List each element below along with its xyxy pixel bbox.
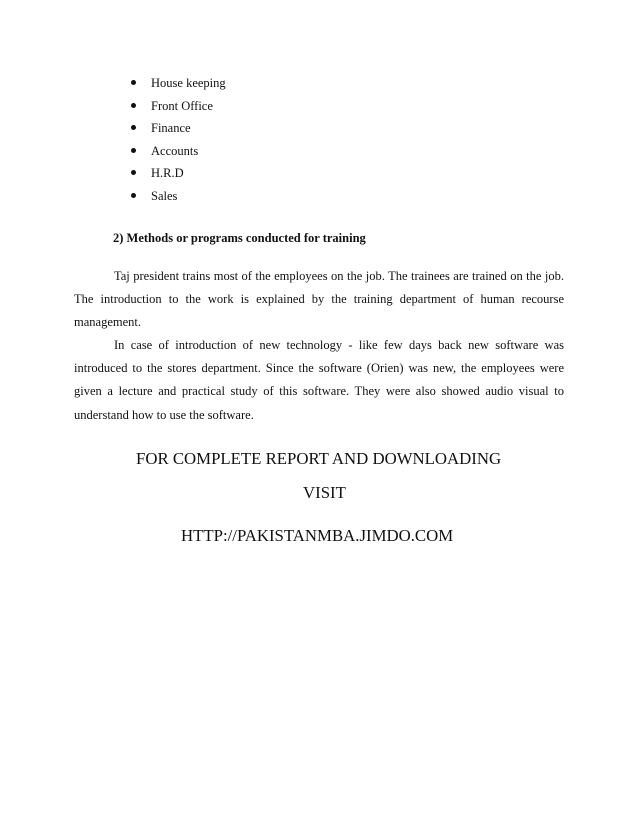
list-item-label: Accounts — [151, 143, 199, 158]
bullet-icon — [131, 103, 136, 108]
bullet-icon — [131, 125, 136, 130]
list-item — [0, 95, 638, 118]
list-item-label: Front Office — [151, 98, 213, 113]
bullet-icon — [131, 148, 136, 153]
list-item-label: House keeping — [151, 76, 226, 90]
list-item — [0, 162, 638, 185]
list-item — [0, 140, 638, 163]
cta-visit-text: VISIT — [303, 483, 346, 502]
list-item-label: Finance — [151, 121, 191, 136]
bullet-icon — [131, 193, 136, 198]
section-heading: 2) Methods or programs conducted for training — [113, 231, 366, 245]
paragraph-training-on-job: Taj president trains most of the employees on the job. The trainees are trained on the job. The introduction to the work is explained by the training department of human recourse management. — [74, 269, 564, 330]
list-item — [0, 185, 638, 208]
cta-report-line: FOR COMPLETE REPORT AND DOWNLOADING — [136, 449, 502, 468]
list-item — [0, 72, 638, 95]
department-list — [0, 72, 638, 208]
list-item-label: Sales — [151, 188, 178, 203]
paragraph-new-technology: In case of introduction of new technology - like few days back new software was introduced to the stores department. Since the software (Orien) was new, the employees were given a lecture and practical study of this software. They were also showed audio visual to understand how to use the software. — [74, 338, 564, 422]
bullet-icon — [131, 80, 136, 85]
bullet-icon — [131, 170, 136, 175]
list-item — [0, 117, 638, 140]
list-item-label: H.R.D — [151, 166, 184, 181]
cta-url-link[interactable]: HTTP://PAKISTANMBA.JIMDO.COM — [181, 526, 454, 545]
